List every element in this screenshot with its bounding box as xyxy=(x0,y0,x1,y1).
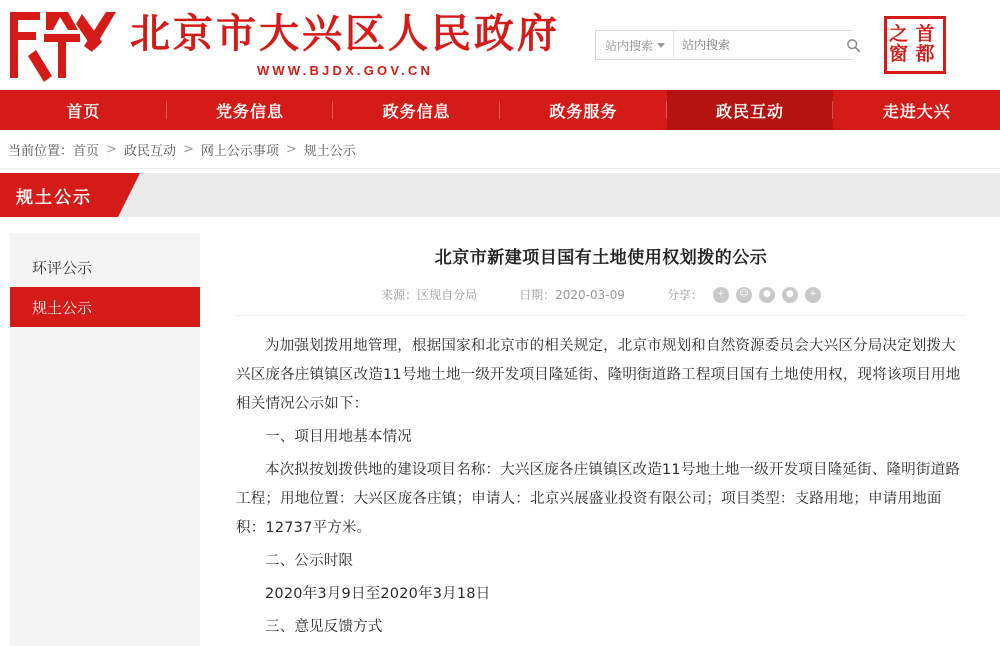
nav-label: 首页 xyxy=(66,101,101,121)
share-group[interactable] xyxy=(667,286,821,303)
search-input[interactable] xyxy=(674,31,840,59)
article-body xyxy=(236,332,966,642)
dx-logo-icon xyxy=(6,6,126,84)
sidebar-item-land-planning-notice[interactable] xyxy=(10,287,200,327)
nav-item-party-affairs[interactable] xyxy=(167,90,334,130)
section-title-bar xyxy=(0,173,1000,217)
nav-label: 政务信息 xyxy=(382,101,451,121)
breadcrumb-prefix: 当前位置： xyxy=(8,143,74,159)
article-paragraph: 三、意见反馈方式 xyxy=(265,619,383,635)
article-meta xyxy=(236,286,966,316)
seal-text-right: 首都 xyxy=(915,23,935,65)
capital-window-seal xyxy=(884,16,946,74)
article-paragraph: 2020年3月9日至2020年3月18日 xyxy=(265,586,491,602)
article-paragraph: 为加强划拨用地管理，根据国家和北京市的相关规定，北京市规划和自然资源委员会大兴区分局决定划拨大兴区庞各庄镇镇区改造11号地土地一级开发项目隆延街、隆明街道路工程项目国有土地使用权，现将该项目用地相关情况公示如下： xyxy=(236,338,961,412)
article-content xyxy=(200,233,1000,646)
article-source: 来源：区规自分局 xyxy=(381,288,478,302)
wechat-icon[interactable]: ☺ xyxy=(736,287,752,303)
chevron-down-icon xyxy=(657,43,665,48)
breadcrumb-separator: > xyxy=(106,141,117,157)
nav-item-home[interactable] xyxy=(0,90,167,130)
nav-item-government-services[interactable] xyxy=(500,90,667,130)
nav-label: 党务信息 xyxy=(216,101,285,121)
page-title: 北京市新建项目国有土地使用权划拨的公示 xyxy=(434,248,768,268)
sidebar-item-environmental-notice[interactable] xyxy=(10,247,200,287)
breadcrumb-item-home[interactable]: 首页 xyxy=(73,143,100,159)
site-title: 北京市大兴区人民政府 xyxy=(130,10,560,57)
page-body xyxy=(0,217,1000,646)
nav-item-government-info[interactable] xyxy=(333,90,500,130)
article-date: 日期：2020-03-09 xyxy=(519,288,625,302)
main-nav[interactable] xyxy=(0,90,1000,130)
nav-item-about-daxing[interactable] xyxy=(833,90,1000,130)
qq-icon[interactable]: ● xyxy=(782,287,798,303)
search-bar[interactable] xyxy=(595,30,853,60)
nav-item-public-interaction[interactable] xyxy=(667,90,834,130)
search-button[interactable] xyxy=(840,31,867,59)
share-label: 分享： xyxy=(666,288,703,302)
breadcrumb xyxy=(0,130,1000,169)
article-paragraph: 二、公示时限 xyxy=(265,553,354,569)
site-url: WWW.BJDX.GOV.CN xyxy=(256,63,434,78)
search-scope-select[interactable] xyxy=(596,31,674,59)
section-title: 规土公示 xyxy=(0,173,118,217)
article-paragraph: 本次拟按划拨供地的建设项目名称：大兴区庞各庄镇镇区改造11号地土地一级开发项目隆延街、隆明街道路工程；用地位置：大兴区庞各庄镇；申请人：北京兴展盛业投资有限公司；项目类型：支路用地；申请用地面积：12737平方米。 xyxy=(236,462,961,536)
breadcrumb-item-land-planning-notice[interactable]: 规土公示 xyxy=(303,143,356,159)
search-scope-label: 站内搜索 xyxy=(605,38,654,53)
nav-label: 政民互动 xyxy=(716,101,785,121)
nav-label: 政务服务 xyxy=(549,101,618,121)
breadcrumb-item-public-interaction[interactable]: 政民互动 xyxy=(123,143,176,159)
qzone-icon[interactable]: ● xyxy=(759,287,775,303)
breadcrumb-item-online-notices[interactable]: 网上公示事项 xyxy=(200,143,279,159)
site-header xyxy=(0,0,1000,90)
breadcrumb-separator: > xyxy=(285,141,297,157)
nav-label: 走进大兴 xyxy=(882,101,951,121)
sidebar xyxy=(10,233,200,646)
breadcrumb-separator: > xyxy=(182,141,194,157)
site-title-block xyxy=(130,12,560,78)
weibo-icon[interactable]: + xyxy=(713,287,729,303)
more-icon[interactable]: + xyxy=(805,287,821,303)
search-icon xyxy=(846,38,861,53)
sidebar-item-label: 环评公示 xyxy=(32,258,93,277)
seal-text-left: 之窗 xyxy=(889,23,909,65)
article-paragraph: 一、项目用地基本情况 xyxy=(265,429,412,445)
sidebar-item-label: 规土公示 xyxy=(32,298,93,317)
